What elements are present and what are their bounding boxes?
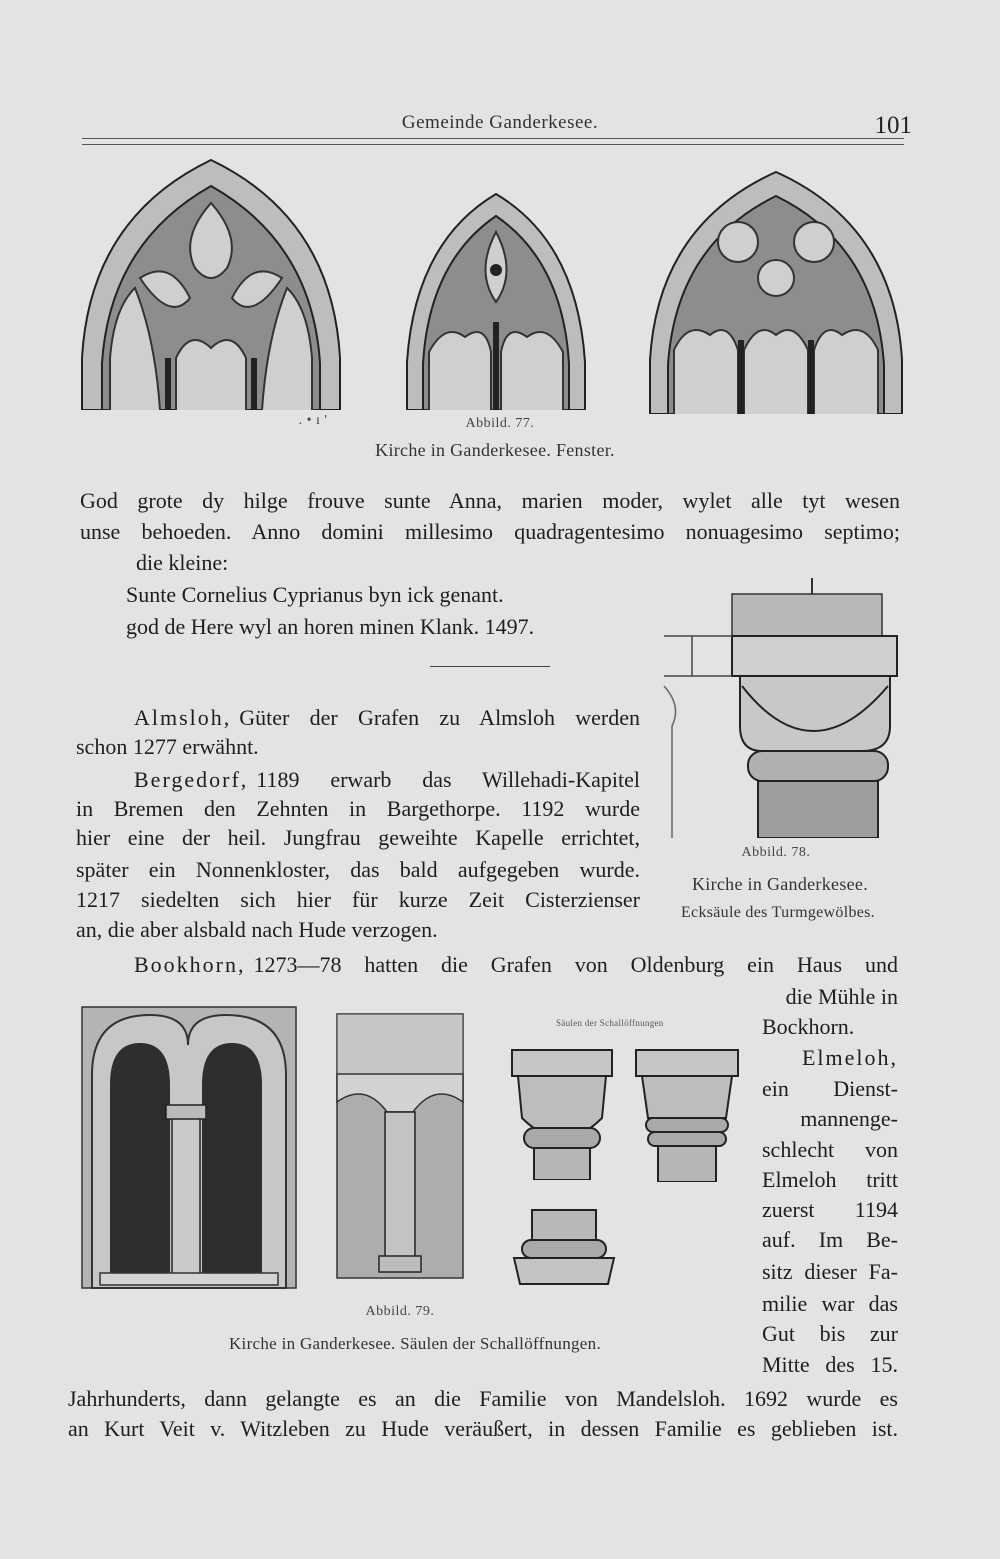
figure-79-inner-label: Säulen der Schallöffnungen [556, 1018, 664, 1028]
inscription-line: unse behoeden. Anno domini millesimo quadragentesimo nonuagesimo septimo; [80, 519, 900, 544]
entry-text: 1217 siedelten sich hier für kurze Zeit Cisterzienser [76, 887, 640, 912]
inscription-line: god de Here wyl an horen minen Klank. 1497. [126, 614, 535, 639]
window-illustration-right [648, 170, 904, 414]
inscription-line: God grote dy hilge frouve sunte Anna, marien moder, wylet alle tyt wesen [80, 488, 900, 513]
figure-77-marks: . • ı ' [298, 413, 328, 428]
entry-text: Elmeloh tritt [762, 1167, 898, 1192]
entry-text: Gut bis zur [762, 1321, 898, 1346]
figure-79-caption: Kirche in Ganderkesee. Säulen der Schallöffnungen. [228, 1334, 602, 1353]
place-name: Bookhorn, [134, 952, 246, 977]
entry-text: Güter der Grafen zu Almsloh werden [239, 705, 640, 730]
inscription-line: Sunte Cornelius Cyprianus byn ick genant. [126, 582, 504, 607]
header-rule [82, 138, 904, 139]
inscription-line: die kleine: [136, 550, 229, 575]
entry-text: an, die aber alsbald nach Hude verzogen. [76, 917, 438, 942]
entry-bookhorn [134, 950, 898, 980]
place-name: Elmeloh, [801, 1045, 898, 1070]
entry-text: zuerst 1194 [762, 1197, 898, 1222]
entry-text: 1189 erwarb das Willehadi-Kapitel [256, 767, 640, 792]
entry-text: mannenge- [800, 1106, 898, 1131]
entry-text: schlecht von [762, 1137, 898, 1162]
figure-78-caption: Kirche in Ganderkesee. [691, 874, 869, 894]
figure-79-label: Abbild. 79. [365, 1304, 435, 1319]
page-number: 101 [874, 112, 912, 139]
header-rule [82, 144, 904, 145]
entry-text: Jahrhunderts, dann gelangte es an die Familie von Mandelsloh. 1692 wurde es [68, 1386, 898, 1411]
section-separator [430, 666, 550, 667]
running-header: Gemeinde Ganderkesee. [401, 112, 599, 133]
figure-78-caption: Ecksäule des Turmgewölbes. [680, 904, 875, 921]
entry-text: in Bremen den Zehnten in Bargethorpe. 1192 wurde [76, 796, 640, 821]
figure-77-label: Abbild. 77. [465, 416, 535, 431]
entry-text: später ein Nonnenkloster, das bald aufgegeben wurde. [76, 857, 640, 882]
window-illustration-left [80, 158, 342, 410]
corner-column-illustration [662, 576, 898, 838]
entry-text: ein Dienst- [762, 1076, 898, 1101]
entry-almsloh [134, 703, 640, 733]
entry-text: Bockhorn. [762, 1014, 855, 1039]
entry-text: die Mühle in [785, 984, 898, 1009]
entry-text: 1273—78 hatten die Grafen von Oldenburg ein Haus und [253, 952, 898, 977]
place-name: Almsloh, [134, 705, 232, 730]
entry-text: auf. Im Be- [762, 1227, 898, 1252]
place-name: Bergedorf, [134, 767, 249, 792]
figure-78-label: Abbild. 78. [741, 845, 811, 860]
double-window-illustration [80, 1005, 298, 1290]
entry-text: sitz dieser Fa- [762, 1259, 898, 1284]
figure-77-caption: Kirche in Ganderkesee. Fenster. [375, 440, 615, 460]
entry-bergedorf [134, 765, 640, 795]
entry-text: hier eine der heil. Jungfrau geweihte Kapelle errichtet, [76, 825, 640, 850]
entry-text: Mitte des 15. [762, 1352, 898, 1377]
entry-text: milie war das [762, 1291, 898, 1316]
capital-illustration-right [634, 1048, 740, 1182]
window-illustration-middle [405, 192, 587, 410]
window-column-illustration [335, 1012, 465, 1280]
capital-illustration-left [510, 1048, 614, 1180]
entry-text: an Kurt Veit v. Witzleben zu Hude veräußert, in dessen Familie es geblieben ist. [68, 1416, 898, 1441]
entry-text: schon 1277 erwähnt. [76, 734, 259, 759]
column-base-illustration [512, 1208, 616, 1286]
